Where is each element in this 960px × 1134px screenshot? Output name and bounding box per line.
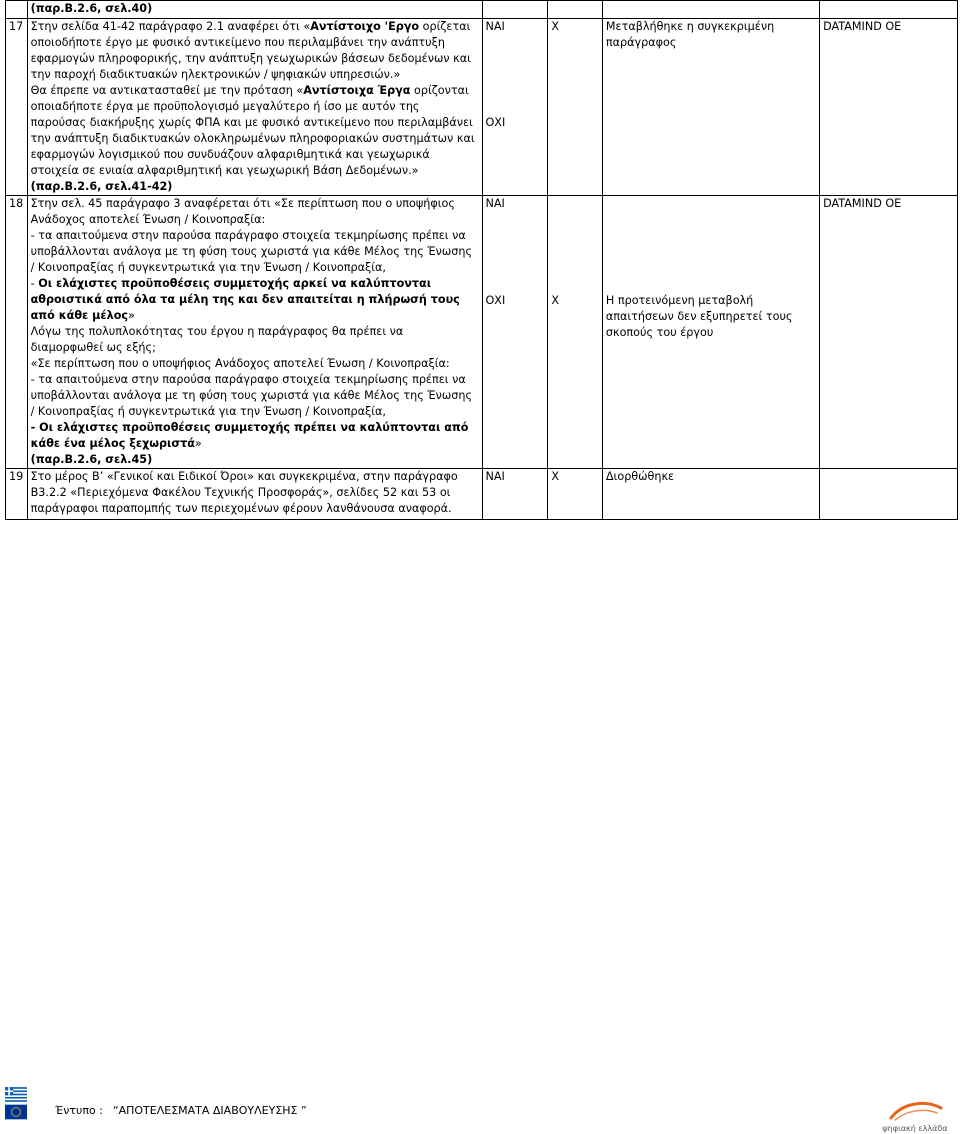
eu-star [18, 1115, 19, 1116]
table-row [6, 19, 958, 196]
comment-text-cell [27, 196, 482, 469]
text: Λόγω της πολυπλοκότητας του έργου η παράγραφος θα πρέπει να διαμορφωθεί ως εξής; [30, 325, 404, 354]
text: - τα απαιτούμενα στην παρούσα παράγραφο στοιχεία τεκμηρίωσης πρέπει να υποβάλλονται ανάλογα με τη φύση τους χωριστά για κάθε Μέλος της Ένωσης / Κοινοπραξίας ή συγκεντρωτικά για την Ένωση / Κοινοπραξία, [30, 373, 473, 418]
text: » [128, 309, 135, 322]
text: Στην σελ. 45 παράγραφο 3 αναφέρεται ότι «Σε περίπτωση που ο υποψήφιος Ανάδοχος αποτελεί Ένωση / Κοινοπραξία: [30, 197, 455, 226]
accepted-answer-cell [482, 196, 548, 469]
flag-stripe [5, 1097, 27, 1099]
eu-star [18, 1107, 19, 1108]
text: - τα απαιτούμενα στην παρούσα παράγραφο στοιχεία τεκμηρίωσης πρέπει να υποβάλλονται ανάλογα με τη φύση τους χωριστά για κάθε Μέλος της Ένωσης / Κοινοπραξίας ή συγκεντρωτικά για την Ένωση / Κοινοπραξία, [30, 229, 473, 274]
justification-text: Η προτεινόμενη μεταβολή απαιτήσεων δεν εξυπηρετεί τους σκοπούς του έργου [605, 294, 793, 339]
comment-text-cell [27, 469, 482, 520]
submitter-cell [820, 19, 958, 196]
comment-paragraph [31, 356, 479, 372]
check-mark: Χ [551, 294, 560, 307]
text: Στο μέρος Β’ «Γενικοί και Ειδικοί Όροι» και συγκεκριμένα, στην παράγραφο Β3.2.2 «Περιεχόμενα Φακέλου Τεχνικής Προσφοράς», σελίδες 52 και 53 οι παράγραφοι παραπομπής των περιεχομένων φέρουν λανθάνουσα αναφορά. [30, 470, 458, 515]
page-footer [0, 540, 960, 1133]
justification-text [606, 115, 816, 131]
eu-star [15, 1116, 16, 1117]
justification-text: Μεταβλήθηκε η συγκεκριμένη παράγραφος [605, 20, 775, 49]
justification-text: Διορθώθηκε [605, 470, 675, 483]
row-number: 17 [9, 20, 24, 33]
consultation-results-table [5, 0, 958, 520]
text: - [30, 277, 39, 290]
row-number-cell [6, 196, 28, 469]
comment-paragraph [31, 420, 479, 452]
eu-star [19, 1109, 20, 1110]
eu-star [11, 1109, 12, 1110]
text: Θα έπρεπε να αντικατασταθεί με την πρόταση « [30, 84, 304, 97]
flag-stripe [5, 1100, 27, 1102]
submitter-name: DATAMIND OE [823, 20, 902, 33]
justification-text-cell [602, 196, 819, 469]
text: ορίζεται οποιοδήποτε έργο με φυσικό αντικείμενο που περιλαμβάνει την ανάπτυξη εφαρμογών πληροφορικής, την ανάπτυξη γεωχωρικών βάσεων δεδομένων και την παροχή διαδικτυακών ηλεκτρονικών / ψηφιακών υπηρεσιών. [30, 20, 471, 81]
bold-text: Οι ελάχιστες προϋποθέσεις συμμετοχής αρκεί να καλύπτονται αθροιστικά από όλα τα μέλη της και δεν απαιτείται η πλήρωσή τους από κάθε μέλος [30, 277, 460, 322]
accepted-answer: ΟΧΙ [485, 116, 506, 129]
comment-paragraph [31, 452, 479, 468]
table-row-continued [6, 1, 958, 19]
eu-star [19, 1114, 20, 1115]
comment-paragraph [31, 228, 479, 276]
eu-star [13, 1107, 14, 1108]
eu-star [20, 1111, 21, 1112]
accepted-answer: ΝΑΙ [485, 20, 505, 33]
footer-label: Έντυπο : [55, 1104, 103, 1117]
submitter-cell [820, 196, 958, 469]
text: «Σε περίπτωση που ο υποψήφιος Ανάδοχος αποτελεί Ένωση / Κοινοπραξία: [30, 357, 450, 370]
eu-star [15, 1107, 16, 1108]
comment-paragraph [31, 196, 479, 228]
comment-paragraph [31, 324, 479, 356]
bold-text: - Οι ελάχιστες προϋποθέσεις συμμετοχής πρέπει να καλύπτονται από κάθε ένα μέλος ξεχωριστά [30, 421, 469, 450]
check-mark-cell [548, 19, 603, 196]
bold-text: (παρ.Β.2.6, σελ.41-42) [30, 180, 173, 193]
comment-text-cell [27, 19, 482, 196]
check-mark-cell [548, 196, 603, 469]
justification-text-cell [602, 19, 819, 196]
check-mark [551, 196, 599, 212]
justification-text-cell [602, 469, 819, 520]
accepted-answer: ΝΑΙ [485, 197, 505, 210]
table-row [6, 196, 958, 469]
eu-star [11, 1114, 12, 1115]
row-number: 19 [9, 470, 24, 483]
comment-paragraph [31, 19, 479, 83]
comment-paragraph [31, 372, 479, 420]
comment-paragraph [31, 276, 479, 324]
eu-star [13, 1115, 14, 1116]
check-mark-cell [548, 469, 603, 520]
eu-star [11, 1111, 12, 1112]
accepted-answer-cell [482, 19, 548, 196]
submitter-name: DATAMIND OE [823, 197, 902, 210]
check-mark [551, 115, 599, 131]
accepted-answer: ΟΧΙ [485, 294, 506, 307]
bold-text: Αντίστοιχο 'Εργο [310, 20, 420, 33]
greek-flag-icon [5, 1087, 27, 1102]
check-mark: Χ [551, 470, 560, 483]
section-reference: (παρ.Β.2.6, σελ.40) [30, 2, 153, 15]
text: ορίζονται οποιαδήποτε έργα με προϋπολογισμό μεγαλύτερο ή ίσο με αυτόν της παρούσας διακήρυξης χωρίς ΦΠΑ και με φυσικό αντικείμενο που περιλαμβάνει την ανάπτυξη διαδικτυακών ολοκληρωμένων πληροφοριακών συστημάτων και εφαρμογών λογισμικού που συνδυάζουν αλφαριθμητικά και γεωχωρικά στοιχεία σε ενιαία αλφαριθμητική και γεωχωρική Βάση Δεδομένων.» [30, 84, 475, 177]
row-number-cell [6, 469, 28, 520]
justification-text [606, 196, 816, 212]
accepted-answer-cell [482, 469, 548, 520]
comment-paragraph [31, 469, 479, 517]
digital-greece-logo-icon [875, 1098, 955, 1134]
submitter-cell [820, 469, 958, 520]
logo-text: ψηφιακή ελλάδα [882, 1124, 948, 1133]
table-row [6, 469, 958, 520]
text: » [194, 437, 202, 450]
row-number-cell [6, 19, 28, 196]
accepted-answer: ΝΑΙ [485, 470, 505, 483]
text: » [393, 68, 401, 81]
check-mark: Χ [551, 20, 560, 33]
eu-flag-icon [5, 1104, 27, 1120]
footer-value: “ΑΠΟΤΕΛΕΣΜΑΤΑ ΔΙΑΒΟΥΛΕΥΣΗΣ ” [112, 1104, 307, 1117]
row-number: 18 [9, 197, 24, 210]
comment-paragraph [31, 179, 479, 195]
bold-text: (παρ.Β.2.6, σελ.45) [30, 453, 153, 466]
bold-text: Αντίστοιχα Έργα [303, 84, 411, 97]
text: Στην σελίδα 41-42 παράγραφο 2.1 αναφέρει ότι « [30, 20, 311, 33]
comment-paragraph [31, 83, 479, 179]
footer-print-label [55, 1104, 307, 1117]
